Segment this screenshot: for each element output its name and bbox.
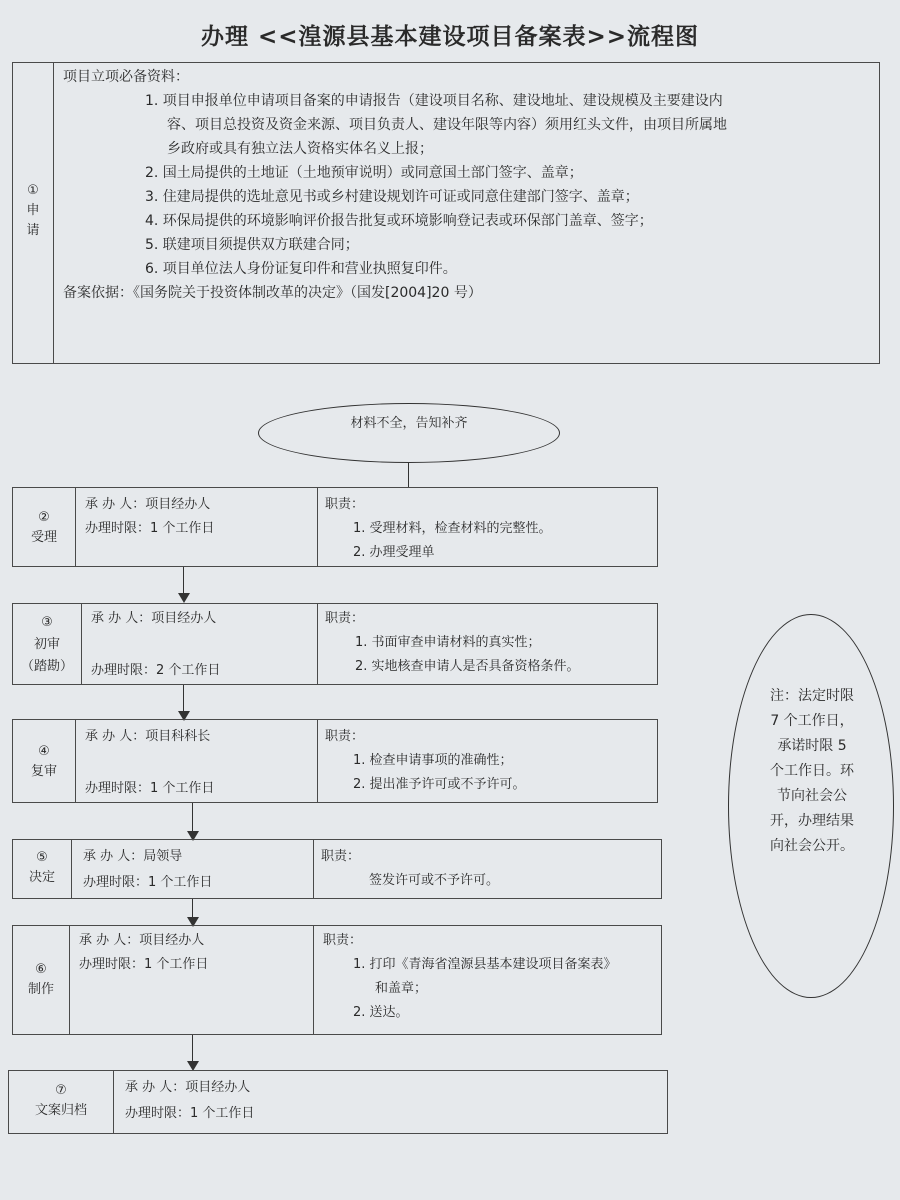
step-time: 办理时限：1 个工作日 (125, 1106, 255, 1121)
step3-label (13, 612, 81, 678)
note-line: 个工作日。环 (770, 763, 854, 779)
step1-divider (53, 63, 54, 363)
step1-item: 乡政府或具有独立法人资格实体名义上报； (167, 141, 433, 157)
step-handler: 承 办 人：项目科科长 (85, 729, 211, 744)
step4-label (13, 742, 75, 782)
arrow-line (192, 803, 193, 833)
note-line: 承诺时限 5 (777, 738, 847, 754)
step1-basis: 备案依据：《国务院关于投资体制改革的决定》（国发[2004]20 号） (63, 285, 482, 301)
step-num: ③ (41, 615, 53, 630)
step1-heading: 项目立项必备资料： (63, 69, 189, 85)
connector-line (408, 462, 409, 487)
step3-box (12, 603, 658, 685)
step1-label-char: 申 (26, 203, 40, 218)
note-line: 开，办理结果 (770, 813, 854, 829)
step4-box (12, 719, 658, 803)
duty-item: 2. 提出准予许可或不予许可。 (353, 777, 526, 792)
duty-item: 1. 受理材料，检查材料的完整性。 (353, 521, 552, 536)
duty-item: 和盖章； (375, 981, 428, 996)
step1-item: 6. 项目单位法人身份证复印件和营业执照复印件。 (145, 261, 457, 277)
note-line: 注：法定时限 (770, 688, 854, 704)
page-title: 办理 <<湟源县基本建设项目备案表>>流程图 (200, 24, 700, 50)
step-num: ⑥ (35, 962, 47, 977)
step-divider (317, 488, 318, 566)
step1-item: 容、项目总投资及资金来源、项目负责人、建设年限等内容）须用红头文件，由项目所属地 (167, 117, 727, 133)
duty-item: 1. 打印《青海省湟源县基本建设项目备案表》 (353, 957, 617, 972)
duty-label: 职责： (325, 729, 365, 744)
step1-item: 4. 环保局提供的环境影响评价报告批复或环境影响登记表或环保部门盖章、签字； (145, 213, 653, 229)
step-name: 文案归档 (34, 1103, 87, 1118)
step-handler: 承 办 人：项目经办人 (125, 1080, 251, 1095)
duty-item: 2. 实地核查申请人是否具备资格条件。 (355, 659, 580, 674)
arrow-line (192, 899, 193, 919)
step-handler: 承 办 人：项目经办人 (91, 611, 217, 626)
note-text (744, 684, 880, 859)
step-divider (75, 488, 76, 566)
note-line: 向社会公开。 (770, 838, 854, 854)
step1-item: 5. 联建项目须提供双方联建合同； (145, 237, 359, 253)
step1-item: 3. 住建局提供的选址意见书或乡村建设规划许可证或同意住建部门签字、盖章； (145, 189, 639, 205)
step1-label-char: 请 (26, 223, 40, 238)
step-time: 办理时限：2 个工作日 (91, 663, 221, 678)
step-divider (75, 720, 76, 802)
note-line: 节向社会公 (777, 788, 847, 804)
step-time: 办理时限：1 个工作日 (85, 521, 215, 536)
step-divider (69, 926, 70, 1034)
step6-box (12, 925, 662, 1035)
step-divider (313, 926, 314, 1034)
step-num: ② (38, 510, 50, 525)
step1-box (12, 62, 880, 364)
arrow-head (178, 593, 190, 603)
step-name: 决定 (28, 870, 55, 885)
step-divider (317, 604, 318, 684)
step-divider (81, 604, 82, 684)
duty-label: 职责： (321, 849, 361, 864)
duty-item: 签发许可或不予许可。 (369, 873, 500, 888)
step7-box (8, 1070, 668, 1134)
duty-item: 2. 办理受理单 (353, 545, 435, 560)
step-num: ④ (38, 744, 50, 759)
duty-item: 1. 检查申请事项的准确性； (353, 753, 513, 768)
step-name: 初审 (33, 637, 60, 652)
step5-label (13, 848, 71, 888)
step-name: 受理 (30, 530, 57, 545)
duty-label: 职责： (325, 611, 365, 626)
step-handler: 承 办 人：局领导 (83, 849, 183, 864)
step-time: 办理时限：1 个工作日 (85, 781, 215, 796)
step1-label (13, 181, 53, 241)
step-divider (113, 1071, 114, 1133)
step2-label (13, 508, 75, 548)
step1-label-num: ① (27, 183, 39, 198)
duty-item: 2. 送达。 (353, 1005, 409, 1020)
step-divider (71, 840, 72, 898)
arrow-line (192, 1035, 193, 1063)
step-name: （踏勘） (20, 659, 73, 674)
arrow-line (183, 567, 184, 595)
arrow-line (183, 685, 184, 713)
step-divider (313, 840, 314, 898)
duty-label: 职责： (325, 497, 365, 512)
duty-label: 职责： (323, 933, 363, 948)
step1-item: 2. 国土局提供的土地证（土地预审说明）或同意国土部门签字、盖章； (145, 165, 583, 181)
note-line: 7 个工作日， (770, 713, 854, 729)
step2-box (12, 487, 658, 567)
duty-item: 1. 书面审查申请材料的真实性； (355, 635, 541, 650)
step-handler: 承 办 人：项目经办人 (85, 497, 211, 512)
step-name: 制作 (27, 982, 54, 997)
step6-label (13, 960, 69, 1000)
step-time: 办理时限：1 个工作日 (79, 957, 209, 972)
incomplete-note: 材料不全，告知补齐 (350, 416, 468, 431)
step-divider (317, 720, 318, 802)
step7-label (9, 1081, 113, 1121)
step-num: ⑤ (36, 850, 48, 865)
step-handler: 承 办 人：项目经办人 (79, 933, 205, 948)
step1-item: 1. 项目申报单位申请项目备案的申请报告（建设项目名称、建设地址、建设规模及主要建设内 (145, 93, 723, 109)
step-name: 复审 (30, 764, 57, 779)
step-num: ⑦ (55, 1083, 67, 1098)
step5-box (12, 839, 662, 899)
step-time: 办理时限：1 个工作日 (83, 875, 213, 890)
